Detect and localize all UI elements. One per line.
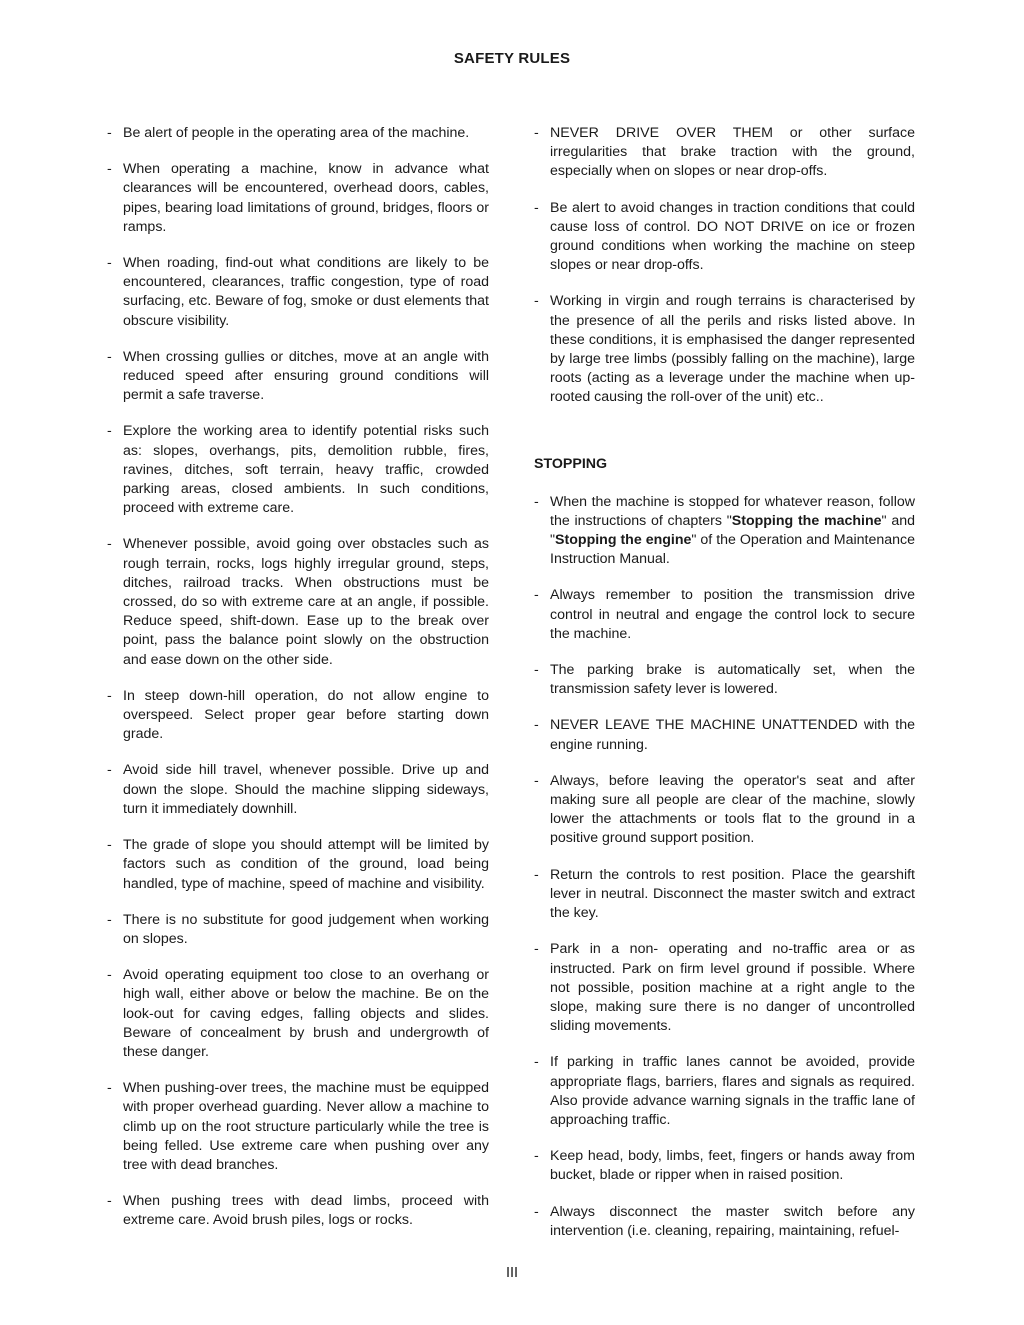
list-item: - NEVER LEAVE THE MACHINE UNATTENDED with the engine running.	[534, 717, 915, 753]
list-item: - Return the controls to rest position. Place the gearshift lever in neutral. Disconnect the master switch and extract the key.	[534, 866, 915, 922]
section-heading-stopping: STOPPING	[534, 455, 608, 472]
list-item: - When roading, find-out what conditions are likely to be encountered, clearances, traffic congestion, type of road surfacing, etc. Beware of fog, smoke or dust elements that obscure visibility.	[107, 255, 489, 329]
list-item-text: The grade of slope you should attempt will be limited by factors such as condition of the ground, load being handled, type of machine, speed of machine and visibility.	[123, 837, 489, 892]
list-item-text: There is no substitute for good judgement when working on slopes.	[123, 911, 489, 947]
right-column	[534, 124, 915, 1258]
list-item: - When pushing-over trees, the machine must be equipped with proper overhead guarding. Never allow a machine to climb up on the root structure particularly while the tree is being felled. Use extreme care when pushing over any tree with dead branches.	[107, 1080, 489, 1173]
chapter-reference: Stopping the engine	[555, 532, 692, 549]
list-item-text: Return the controls to rest position. Place the gearshift lever in neutral. Disconnect the master switch and extract the key.	[550, 866, 915, 922]
list-item: - When the machine is stopped for whatever reason, follow the instructions of chapters "Stopping the machine" and "Stopping the engine" of the Operation and Maintenance Instruction Manual.	[534, 493, 915, 568]
list-item: - Working in virgin and rough terrains is characterised by the presence of all the perils and risks listed above. In these conditions, it is emphasised the danger represented by large tree limbs (possibly falling on the machine), large roots (acting as a leverage under the machine when up-rooted causing the roll-over of the unit) etc..	[534, 293, 915, 406]
list-item: - The parking brake is automatically set, when the transmission safety lever is lowered.	[534, 662, 915, 698]
list-item: - If parking in traffic lanes cannot be avoided, provide appropriate flags, barriers, flares and signals as required. Also provide advance warning signals in the traffic lane of approaching traffic.	[534, 1054, 915, 1128]
list-item: - Always remember to position the transmission drive control in neutral and engage the control lock to secure the machine.	[534, 587, 915, 642]
list-item-text: When the machine is stopped for whatever reason, follow the instructions of chapters "Stopping the machine" and "Stopping the engine" of the Operation and Maintenance Instruction Manual.	[550, 493, 915, 568]
list-item: - In steep down-hill operation, do not allow engine to overspeed. Select proper gear before starting down grade.	[107, 687, 489, 743]
list-item: - Park in a non- operating and no-traffic area or as instructed. Park on firm level ground if possible. Where not possible, position machine at a right angle to the slope, making sure there is no danger of uncontrolled sliding movements.	[534, 941, 915, 1035]
list-item-text: Working in virgin and rough terrains is characterised by the presence of all the perils and risks listed above. In these conditions, it is emphasised the danger represented by large tree limbs (possibly falling on the machine), large roots (acting as a leverage under the machine when up-rooted causing the roll-over of the unit) etc..	[550, 293, 915, 406]
list-item-text: If parking in traffic lanes cannot be avoided, provide appropriate flags, barriers, flares and signals as required. Also provide advance warning signals in the traffic lane of approaching traffic.	[550, 1054, 915, 1128]
list-item: - Keep head, body, limbs, feet, fingers or hands away from bucket, blade or ripper when in raised position.	[534, 1148, 915, 1184]
stopping-rules-list	[534, 493, 915, 1241]
list-item-text: Always, before leaving the operator's seat and after making sure all people are clear of the machine, slowly lower the attachments or tools flat to the ground in a positive ground support position.	[550, 772, 915, 847]
list-item-text: Avoid side hill travel, whenever possible. Drive up and down the slope. Should the machine slipping sideways, turn it immediately downhill.	[123, 762, 489, 817]
left-column	[107, 124, 489, 1248]
list-item: - Avoid side hill travel, whenever possible. Drive up and down the slope. Should the machine slipping sideways, turn it immediately downhill.	[107, 762, 489, 817]
list-item-text: When crossing gullies or ditches, move at an angle with reduced speed after ensuring ground conditions will permit a safe traverse.	[123, 348, 489, 404]
list-item: - The grade of slope you should attempt will be limited by factors such as condition of the ground, load being handled, type of machine, speed of machine and visibility.	[107, 837, 489, 892]
list-item-text: When pushing trees with dead limbs, proceed with extreme care. Avoid brush piles, logs or rocks.	[123, 1193, 489, 1229]
list-item: - When crossing gullies or ditches, move at an angle with reduced speed after ensuring ground conditions will permit a safe traverse.	[107, 348, 489, 404]
list-item: - Be alert to avoid changes in traction conditions that could cause loss of control. DO NOT DRIVE on ice or frozen ground conditions when working the machine on steep slopes or near drop-offs.	[534, 199, 915, 274]
list-item-text: In steep down-hill operation, do not allow engine to overspeed. Select proper gear before starting down grade.	[123, 687, 489, 743]
chapter-reference: Stopping the machine	[731, 512, 882, 529]
list-item-text: When roading, find-out what conditions are likely to be encountered, clearances, traffic congestion, type of road surfacing, etc. Beware of fog, smoke or dust elements that obscure visibility.	[123, 255, 489, 329]
list-item: - NEVER DRIVE OVER THEM or other surface irregularities that brake traction with the ground, especially when on slopes or near drop-offs.	[534, 125, 915, 180]
list-item-text: Avoid operating equipment too close to an overhang or high wall, either above or below the machine. Be on the look-out for caving edges, falling objects and slides. Beware of concealment by brush and undergrowth of these danger.	[123, 967, 489, 1060]
list-item-text: Be alert to avoid changes in traction conditions that could cause loss of control. DO NOT DRIVE on ice or frozen ground conditions when working the machine on steep slopes or near drop-offs.	[550, 199, 915, 274]
list-item-text: When operating a machine, know in advance what clearances will be encountered, overhead doors, cables, pipes, bearing load limitations of ground, bridges, floors or ramps.	[123, 161, 489, 235]
list-item-text: Be alert of people in the operating area of the machine.	[123, 125, 470, 141]
list-item: - Explore the working area to identify potential risks such as: slopes, overhangs, pits, demolition rubble, fires, ravines, ditches, soft terrain, heavy traffic, crowded parking areas, closed ambients. In such conditions, proceed with extreme care.	[107, 423, 489, 517]
list-item: - There is no substitute for good judgement when working on slopes.	[107, 911, 489, 947]
list-item: - When pushing trees with dead limbs, proceed with extreme care. Avoid brush piles, logs or rocks.	[107, 1193, 489, 1229]
list-item-text: Park in a non- operating and no-traffic area or as instructed. Park on firm level ground if possible. Where not possible, position machine at a right angle to the slope, making sure there is no danger of uncontrolled sliding movements.	[550, 941, 915, 1035]
left-rules-list	[107, 124, 489, 1231]
list-item-text: The parking brake is automatically set, when the transmission safety lever is lowered.	[550, 662, 915, 698]
list-item-text: When pushing-over trees, the machine must be equipped with proper overhead guarding. Never allow a machine to climb up on the root structure particularly while the tree is being felled. Use extreme care when pushing over any tree with dead branches.	[123, 1080, 489, 1173]
list-item-text: NEVER LEAVE THE MACHINE UNATTENDED with the engine running.	[550, 717, 915, 753]
page-title: SAFETY RULES	[453, 50, 571, 67]
list-item-text: Always disconnect the master switch before any intervention (i.e. cleaning, repairing, maintaining, refuel-	[550, 1203, 915, 1239]
list-item-text: Whenever possible, avoid going over obstacles such as rough terrain, rocks, logs highly irregular ground, steps, ditches, railroad tracks. When obstructions must be crossed, do so with extreme care at an angle, if possible. Reduce speed, shift-down. Ease up to the break over point, pass the balance point slowly on the obstruction and ease down on the other side.	[123, 536, 489, 668]
list-item: - When operating a machine, know in advance what clearances will be encountered, overhead doors, cables, pipes, bearing load limitations of ground, bridges, floors or ramps.	[107, 161, 489, 235]
page-number: III	[505, 1265, 519, 1281]
list-item: - Avoid operating equipment too close to an overhang or high wall, either above or below the machine. Be on the look-out for caving edges, falling objects and slides. Beware of concealment by brush and undergrowth of these danger.	[107, 967, 489, 1060]
list-item: - Be alert of people in the operating area of the machine.	[107, 125, 470, 141]
list-item: - Whenever possible, avoid going over obstacles such as rough terrain, rocks, logs highly irregular ground, steps, ditches, railroad tracks. When obstructions must be crossed, do so with extreme care at an angle, if possible. Reduce speed, shift-down. Ease up to the break over point, pass the balance point slowly on the obstruction and ease down on the other side.	[107, 536, 489, 668]
list-item: - Always, before leaving the operator's seat and after making sure all people are clear of the machine, slowly lower the attachments or tools flat to the ground in a positive ground support position.	[534, 772, 915, 847]
list-item-text: NEVER DRIVE OVER THEM or other surface irregularities that brake traction with the ground, especially when on slopes or near drop-offs.	[550, 125, 915, 180]
list-item: - Always disconnect the master switch before any intervention (i.e. cleaning, repairing, maintaining, refuel-	[534, 1203, 915, 1239]
list-item-text: Explore the working area to identify potential risks such as: slopes, overhangs, pits, demolition rubble, fires, ravines, ditches, soft terrain, heavy traffic, crowded parking areas, closed ambients. In such conditions, proceed with extreme care.	[123, 423, 489, 517]
list-item-text: Keep head, body, limbs, feet, fingers or hands away from bucket, blade or ripper when in raised position.	[550, 1148, 915, 1184]
right-rules-list	[534, 124, 915, 408]
list-item-text: Always remember to position the transmission drive control in neutral and engage the control lock to secure the machine.	[550, 587, 915, 642]
